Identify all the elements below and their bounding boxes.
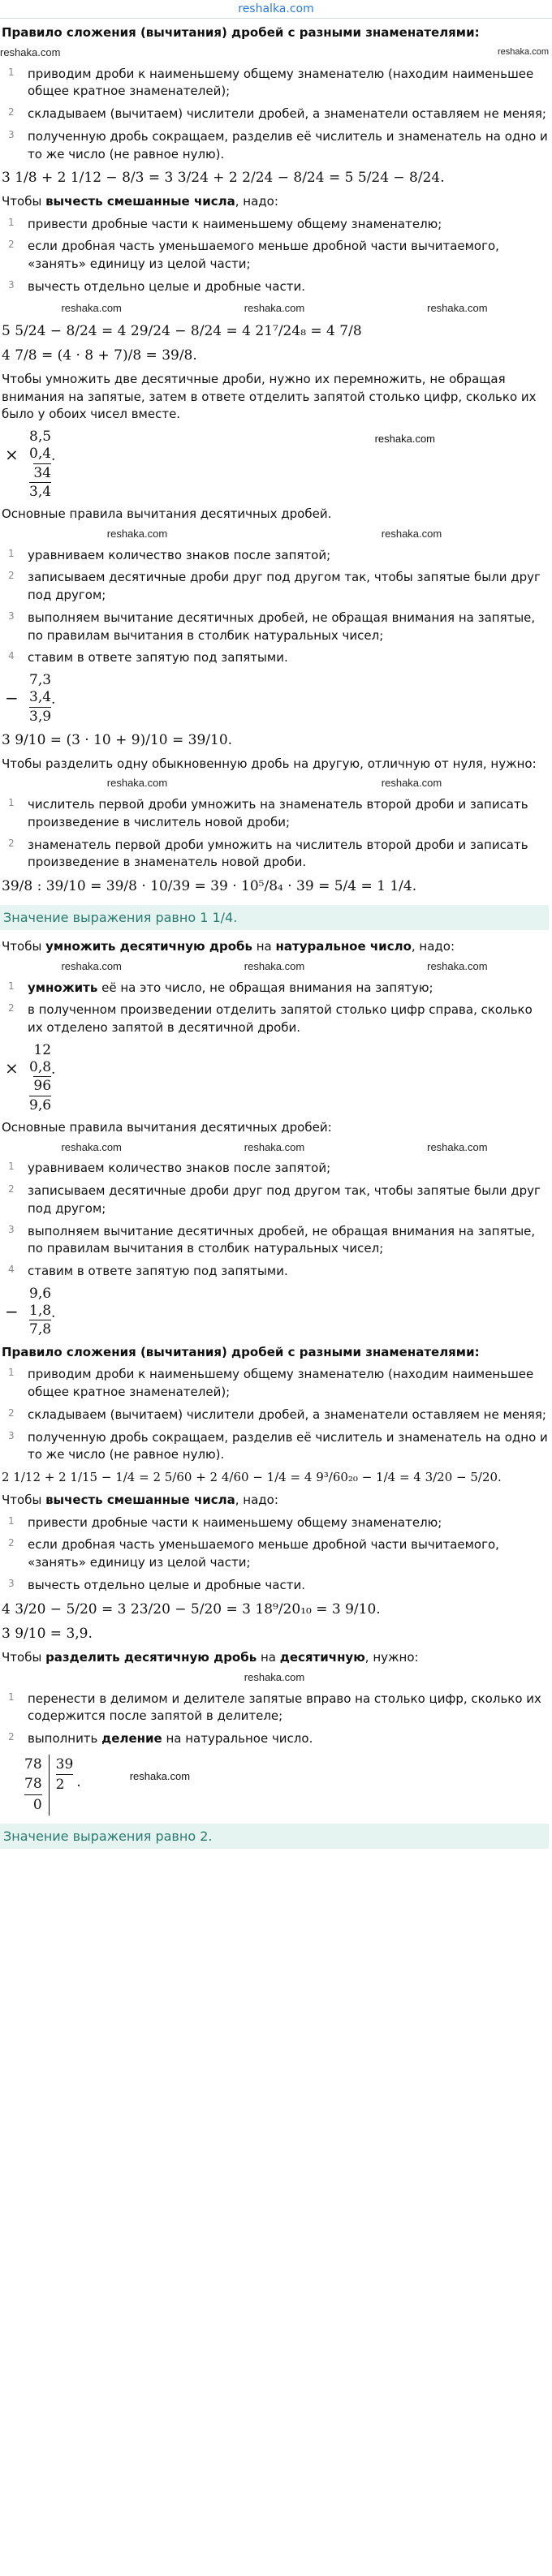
column-subtraction	[5, 1286, 549, 1339]
step-text: складываем (вычитаем) числители дробей, а знаменатели оставляем не меняя;	[28, 106, 546, 122]
column-rows	[29, 429, 51, 501]
step-text: складываем (вычитаем) числители дробей, а знаменатели оставляем не меняя;	[28, 1406, 546, 1422]
period: .	[51, 448, 56, 465]
watermark: reshaka.com	[61, 1140, 122, 1153]
column-row: 96	[33, 1078, 52, 1095]
list-item	[0, 1366, 549, 1402]
list-item	[0, 1406, 549, 1424]
watermark: reshaka.com	[106, 777, 168, 790]
steps-list	[0, 66, 549, 164]
step-number: 1	[8, 66, 15, 78]
operator: −	[5, 1301, 19, 1321]
math-expression: 3 1/8 + 2 1/12 − 8/3 = 3 3/24 + 2 2/24 − 8/24 = 5 5/24 − 8/24.	[2, 170, 445, 187]
step-text: выполняем вычитание десятичных дробей, не обращая внимания на запятые, по правилам вычитания в столбик натуральных чисел;	[28, 1223, 536, 1256]
steps-list	[0, 1514, 549, 1595]
step-text: полученную дробь сокращаем, разделив её числитель и знаменатель на одно и то же число (не равное нулю).	[28, 1429, 548, 1462]
list-item	[0, 1536, 549, 1572]
step-number: 2	[8, 570, 15, 582]
step-number: 1	[8, 1514, 15, 1527]
bold-text: десятичную	[279, 1649, 365, 1665]
watermark: reshaka.com	[498, 47, 549, 58]
section-heading: Правило сложения (вычитания) дробей с разными знаменателями:	[2, 25, 480, 40]
list-item	[0, 216, 549, 234]
column-row: 7,8	[29, 1321, 52, 1338]
step-text: полученную дробь сокращаем, разделив её числитель и знаменатель на одно и то же число (не равное нулю).	[28, 128, 548, 162]
column-row: 9,6	[29, 1096, 52, 1114]
paragraph	[2, 938, 549, 956]
operator: ×	[5, 445, 19, 465]
site-title[interactable]: reshalka.com	[238, 2, 314, 15]
solution-content	[0, 19, 549, 1857]
step-number: 3	[8, 128, 15, 140]
column-row: 3,9	[29, 708, 52, 725]
list-item	[0, 1002, 549, 1037]
quotient: 2	[56, 1774, 74, 1795]
step-text: вычесть отдельно целые и дробные части.	[28, 278, 305, 294]
list-item	[0, 610, 549, 645]
step-number: 2	[8, 106, 15, 118]
period: .	[51, 1061, 56, 1078]
step-text: её на это число, не обращая внимания на запятую;	[97, 980, 433, 995]
step-text: уравниваем количество знаков после запятой;	[28, 547, 331, 562]
step-text: выполнить	[28, 1731, 102, 1747]
list-item	[0, 837, 549, 872]
watermark: reshaka.com	[381, 777, 442, 790]
list-item	[0, 1263, 549, 1281]
step-number: 2	[8, 1406, 15, 1419]
column-row: 0,4	[29, 446, 52, 463]
column-multiplication	[5, 1042, 549, 1114]
step-number: 1	[8, 797, 15, 809]
step-text: приводим дроби к наименьшему общему знаменателю (находим наименьшее общее кратное знаменателей);	[28, 1367, 534, 1400]
bold-text: вычесть смешанные числа	[45, 193, 235, 209]
step-number: 2	[8, 1731, 15, 1743]
step-text: в полученном произведении отделить запятой столько цифр справа, сколько их отделено запятой в десятичной дроби.	[28, 1002, 533, 1036]
step-text: вычесть отдельно целые и дробные части.	[28, 1577, 305, 1592]
column-row: 12	[33, 1041, 52, 1058]
math-expression: 39/8 : 39/10 = 39/8 · 10/39 = 39 · 10⁵/8₄ · 39 = 5/4 = 1 1/4.	[2, 878, 417, 895]
list-item	[0, 238, 549, 274]
step-text: уравниваем количество знаков после запятой;	[28, 1161, 331, 1176]
list-item	[0, 649, 549, 667]
long-division	[24, 1755, 549, 1816]
paragraph	[2, 1649, 549, 1667]
watermark: reshaka.com	[244, 301, 305, 314]
step-text: числитель первой дроби умножить на знаменатель второй дроби и записать произведение в числитель новой дроби;	[28, 797, 528, 829]
list-item	[0, 106, 549, 123]
bold-text: умножить	[28, 980, 98, 995]
watermark: reshaka.com	[374, 433, 435, 446]
math-expression: 3 9/10 = (3 · 10 + 9)/10 = 39/10.	[2, 731, 233, 748]
list-item	[0, 1730, 549, 1748]
division-divisor-column	[50, 1755, 74, 1795]
remainder: 0	[32, 1797, 42, 1814]
watermark-row	[0, 1140, 549, 1156]
list-item	[0, 1514, 549, 1532]
operator: ×	[5, 1058, 19, 1078]
paragraph: Чтобы умножить две десятичные дроби, нужно их перемножить, не обращая внимания на запятые, затем в ответе отделить запятой столько цифр, сколько их было у обоих чисел вместе.	[2, 371, 537, 422]
division-dividend-column	[24, 1755, 50, 1816]
list-item	[0, 980, 549, 997]
step-number: 4	[8, 650, 15, 662]
step-text: знаменатель первой дроби умножить на числитель второй дроби и записать произведение в знаменатель новой дроби.	[28, 837, 528, 870]
paragraph: Чтобы разделить одну обыкновенную дробь на другую, отличную от нуля, нужно:	[2, 756, 537, 771]
period: .	[51, 1304, 56, 1321]
watermark-row	[0, 45, 549, 61]
period: .	[76, 1773, 81, 1790]
watermark: reshaka.com	[381, 527, 442, 540]
step-text: выполняем вычитание десятичных дробей, не обращая внимания на запятые, по правилам вычитания в столбик натуральных чисел;	[28, 610, 536, 643]
steps-list	[0, 1160, 549, 1281]
answer-box: Значение выражения равно 1 1/4.	[0, 905, 549, 930]
watermark: reshaka.com	[61, 301, 122, 314]
math-expression: 4 7/8 = (4 · 8 + 7)/8 = 39/8.	[2, 347, 197, 364]
column-rows	[29, 1286, 51, 1339]
divisor: 39	[55, 1755, 74, 1773]
column-rows	[29, 672, 51, 726]
watermark: reshaka.com	[0, 45, 61, 58]
math-expression: 3 9/10 = 3,9.	[2, 1626, 93, 1643]
column-multiplication	[5, 429, 549, 501]
bold-text: умножить десятичную дробь	[45, 939, 252, 954]
watermark: reshaka.com	[244, 1140, 305, 1153]
watermark: reshaka.com	[244, 959, 305, 972]
subtrahend: 78	[24, 1774, 42, 1795]
text: на	[257, 1649, 280, 1665]
watermark: reshaka.com	[106, 527, 168, 540]
step-text: привести дробные части к наименьшему общему знаменателю;	[28, 216, 442, 231]
step-text: если дробная часть уменьшаемого меньше дробной части вычитаемого, «занять» единицу из целой части;	[28, 1537, 499, 1570]
watermark: reshaka.com	[427, 1140, 488, 1153]
paragraph: Основные правила вычитания десятичных дробей.	[2, 506, 332, 522]
math-expression: 4 3/20 − 5/20 = 3 23/20 − 5/20 = 3 18⁹/20₁₀ = 3 9/10.	[2, 1600, 381, 1618]
list-item	[0, 1691, 549, 1726]
top-bar	[0, 0, 552, 19]
watermark-row	[0, 776, 549, 791]
watermark-row	[0, 1670, 549, 1686]
step-number: 2	[8, 1183, 15, 1195]
step-number: 1	[8, 980, 15, 992]
text: Чтобы	[2, 193, 46, 209]
column-row: 9,6	[29, 1285, 52, 1302]
text: , надо:	[235, 1492, 278, 1507]
step-number: 2	[8, 1537, 15, 1549]
bold-text: вычесть смешанные числа	[45, 1492, 235, 1507]
bold-text: деление	[101, 1731, 162, 1747]
step-text: ставим в ответе запятую под запятыми.	[28, 650, 288, 666]
step-text: ставим в ответе запятую под запятыми.	[28, 1264, 288, 1279]
step-number: 1	[8, 216, 15, 228]
text: , надо:	[235, 193, 278, 209]
list-item	[0, 796, 549, 832]
steps-list	[0, 796, 549, 872]
step-number: 2	[8, 1002, 15, 1014]
operator: −	[5, 688, 19, 709]
column-row: 0,8	[29, 1059, 52, 1076]
watermark-row	[0, 527, 549, 542]
text: Чтобы	[2, 1649, 46, 1665]
paragraph	[2, 193, 549, 211]
column-row: 7,3	[29, 672, 52, 689]
period: .	[51, 691, 56, 709]
step-number: 4	[8, 1264, 15, 1276]
step-text: записываем десятичные дроби друг под другом так, чтобы запятые были друг под другом;	[28, 1183, 541, 1216]
step-number: 3	[8, 1223, 15, 1235]
text: на	[252, 939, 276, 954]
math-expression: 5 5/24 − 8/24 = 4 29/24 − 8/24 = 4 21⁷/24₈ = 4 7/8	[2, 322, 362, 339]
steps-list	[0, 216, 549, 296]
section-heading: Правило сложения (вычитания) дробей с разными знаменателями:	[2, 1344, 480, 1359]
watermark-row	[0, 959, 549, 975]
list-item	[0, 128, 549, 164]
steps-list	[0, 1366, 549, 1464]
list-item	[0, 1182, 549, 1218]
step-number: 2	[8, 837, 15, 849]
paragraph: Основные правила вычитания десятичных дробей:	[2, 1119, 332, 1135]
step-number: 2	[8, 239, 15, 251]
paragraph	[2, 1492, 549, 1510]
text: , нужно:	[364, 1649, 419, 1665]
step-text: приводим дроби к наименьшему общему знаменателю (находим наименьшее общее кратное знаменателей);	[28, 66, 534, 99]
list-item	[0, 278, 549, 296]
bold-text: разделить десятичную дробь	[45, 1649, 257, 1665]
step-text: на натуральное число.	[162, 1731, 313, 1747]
step-text: если дробная часть уменьшаемого меньше дробной части вычитаемого, «занять» единицу из целой части;	[28, 239, 499, 272]
step-number: 1	[8, 1691, 15, 1703]
watermark: reshaka.com	[244, 1670, 305, 1683]
column-rows	[29, 1042, 51, 1114]
step-number: 3	[8, 610, 15, 622]
step-text: привести дробные части к наименьшему общему знаменателю;	[28, 1514, 442, 1530]
list-item	[0, 66, 549, 101]
text: Чтобы	[2, 1492, 46, 1507]
step-text: записываем десятичные дроби друг под другом так, чтобы запятые были друг под другом;	[28, 570, 541, 603]
bold-text: натуральное число	[275, 939, 412, 954]
steps-list	[0, 1691, 549, 1748]
answer-box: Значение выражения равно 2.	[0, 1824, 549, 1849]
text: , надо:	[411, 939, 455, 954]
step-number: 1	[8, 547, 15, 559]
watermark-row	[0, 301, 549, 317]
step-number: 3	[8, 1429, 15, 1441]
step-number: 3	[8, 278, 15, 291]
steps-list	[0, 980, 549, 1037]
list-item	[0, 1223, 549, 1259]
steps-list	[0, 547, 549, 668]
column-subtraction	[5, 672, 549, 726]
list-item	[0, 569, 549, 605]
watermark: reshaka.com	[129, 1769, 191, 1782]
column-row: 34	[33, 464, 52, 481]
list-item	[0, 547, 549, 565]
watermark: reshaka.com	[61, 959, 122, 972]
step-text: перенести в делимом и делителе запятые вправо на столько цифр, сколько их содержится после запятой в делителе;	[28, 1691, 541, 1724]
step-number: 1	[8, 1367, 15, 1379]
step-number: 3	[8, 1577, 15, 1589]
step-number: 1	[8, 1161, 15, 1173]
watermark: reshaka.com	[427, 959, 488, 972]
list-item	[0, 1160, 549, 1178]
text: Чтобы	[2, 939, 46, 954]
list-item	[0, 1429, 549, 1465]
column-row: 1,8	[29, 1303, 52, 1320]
list-item	[0, 1577, 549, 1595]
column-row: 3,4	[29, 689, 52, 706]
dividend: 78	[24, 1755, 42, 1773]
math-expression: 2 1/12 + 2 1/15 − 1/4 = 2 5/60 + 2 4/60 − 1/4 = 4 9³/60₂₀ − 1/4 = 4 3/20 − 5/20.	[2, 1470, 502, 1485]
watermark: reshaka.com	[427, 301, 488, 314]
column-row: 8,5	[29, 429, 52, 446]
column-row: 3,4	[29, 483, 52, 500]
